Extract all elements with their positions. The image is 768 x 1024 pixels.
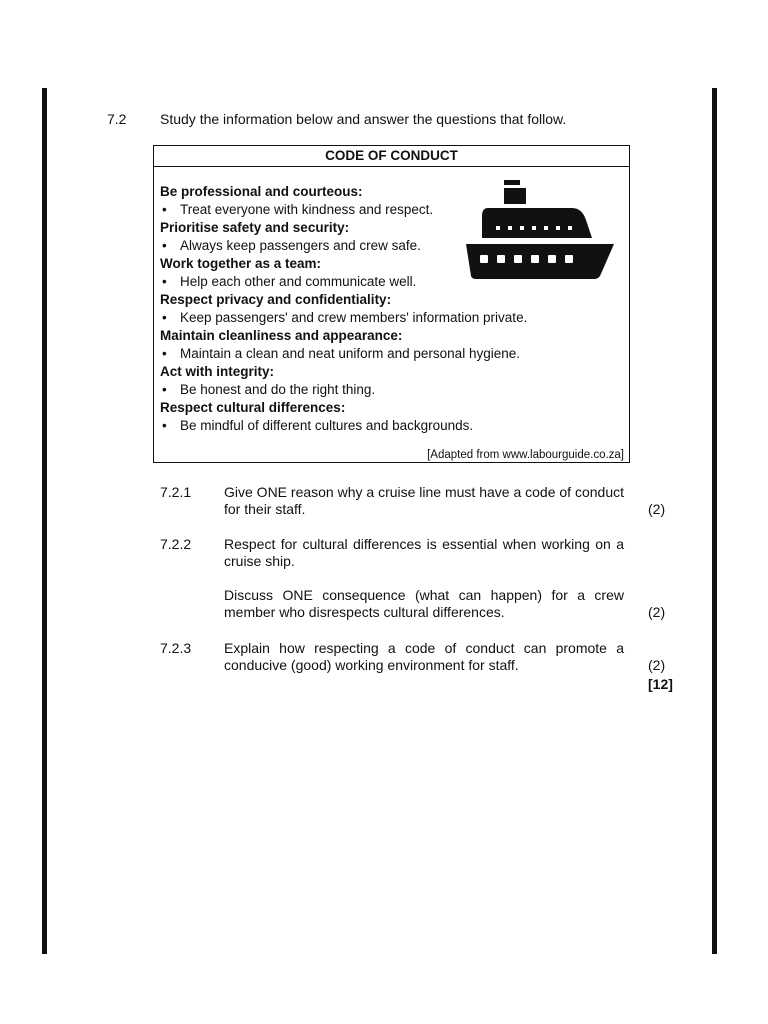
conduct-heading: Respect privacy and confidentiality: bbox=[160, 292, 392, 307]
bullet-icon: • bbox=[162, 346, 167, 361]
left-margin-bar bbox=[42, 88, 47, 954]
conduct-heading: Maintain cleanliness and appearance: bbox=[160, 328, 403, 343]
conduct-bullet-text: Be honest and do the right thing. bbox=[180, 382, 376, 397]
code-of-conduct-box bbox=[153, 145, 630, 463]
conduct-bullet bbox=[160, 381, 580, 399]
bullet-icon: • bbox=[162, 274, 167, 289]
subquestion-text: Give ONE reason why a cruise line must have a code of conduct for their staff. bbox=[224, 484, 624, 517]
conduct-heading: Work together as a team: bbox=[160, 256, 322, 271]
code-of-conduct-title: CODE OF CONDUCT bbox=[154, 146, 629, 167]
conduct-bullet-text: Treat everyone with kindness and respect. bbox=[180, 202, 434, 217]
subquestion-number: 7.2.3 bbox=[160, 640, 192, 656]
conduct-bullet-text: Always keep passengers and crew safe. bbox=[180, 238, 421, 253]
question-number: 7.2 bbox=[107, 111, 127, 127]
conduct-heading: Act with integrity: bbox=[160, 364, 274, 379]
conduct-heading: Respect cultural differences: bbox=[160, 400, 346, 415]
total-marks: [12] bbox=[648, 676, 673, 692]
subquestion-7-2-3 bbox=[160, 640, 666, 680]
cruise-ship-icon bbox=[464, 180, 616, 280]
bullet-icon: • bbox=[162, 418, 167, 433]
conduct-bullet-text: Maintain a clean and neat uniform and personal hygiene. bbox=[180, 346, 520, 361]
bullet-icon: • bbox=[162, 238, 167, 253]
conduct-bullet-text: Keep passengers' and crew members' information private. bbox=[180, 310, 528, 325]
subquestion-number: 7.2.2 bbox=[160, 536, 192, 552]
conduct-bullet bbox=[160, 417, 580, 435]
subquestion-7-2-1 bbox=[160, 484, 666, 524]
conduct-bullet-text: Help each other and communicate well. bbox=[180, 274, 417, 289]
subquestion-text: Explain how respecting a code of conduct can promote a conducive (good) working environment for staff. bbox=[224, 640, 624, 673]
subquestion-number: 7.2.1 bbox=[160, 484, 192, 500]
bullet-icon: • bbox=[162, 310, 167, 325]
source-citation: [Adapted from www.labourguide.co.za] bbox=[427, 449, 624, 461]
subquestion-text: Respect for cultural differences is essential when working on a cruise ship. bbox=[224, 536, 624, 569]
conduct-bullet bbox=[160, 309, 580, 327]
subquestion-text: Discuss ONE consequence (what can happen) for a crew member who disrespects cultural differences. bbox=[224, 587, 624, 620]
question-intro: Study the information below and answer the questions that follow. bbox=[160, 111, 567, 127]
marks-label: (2) bbox=[648, 501, 666, 517]
conduct-bullet bbox=[160, 345, 580, 363]
conduct-item bbox=[160, 363, 580, 399]
conduct-item bbox=[160, 399, 580, 435]
conduct-heading: Be professional and courteous: bbox=[160, 184, 363, 199]
conduct-bullet-text: Be mindful of different cultures and backgrounds. bbox=[180, 418, 474, 433]
conduct-item bbox=[160, 291, 580, 327]
marks-label: (2) bbox=[648, 604, 666, 620]
subquestion-7-2-2 bbox=[160, 536, 666, 626]
bullet-icon: • bbox=[162, 382, 167, 397]
right-margin-bar bbox=[712, 88, 717, 954]
conduct-heading: Prioritise safety and security: bbox=[160, 220, 350, 235]
bullet-icon: • bbox=[162, 202, 167, 217]
conduct-item bbox=[160, 327, 580, 363]
marks-label: (2) bbox=[648, 657, 666, 673]
